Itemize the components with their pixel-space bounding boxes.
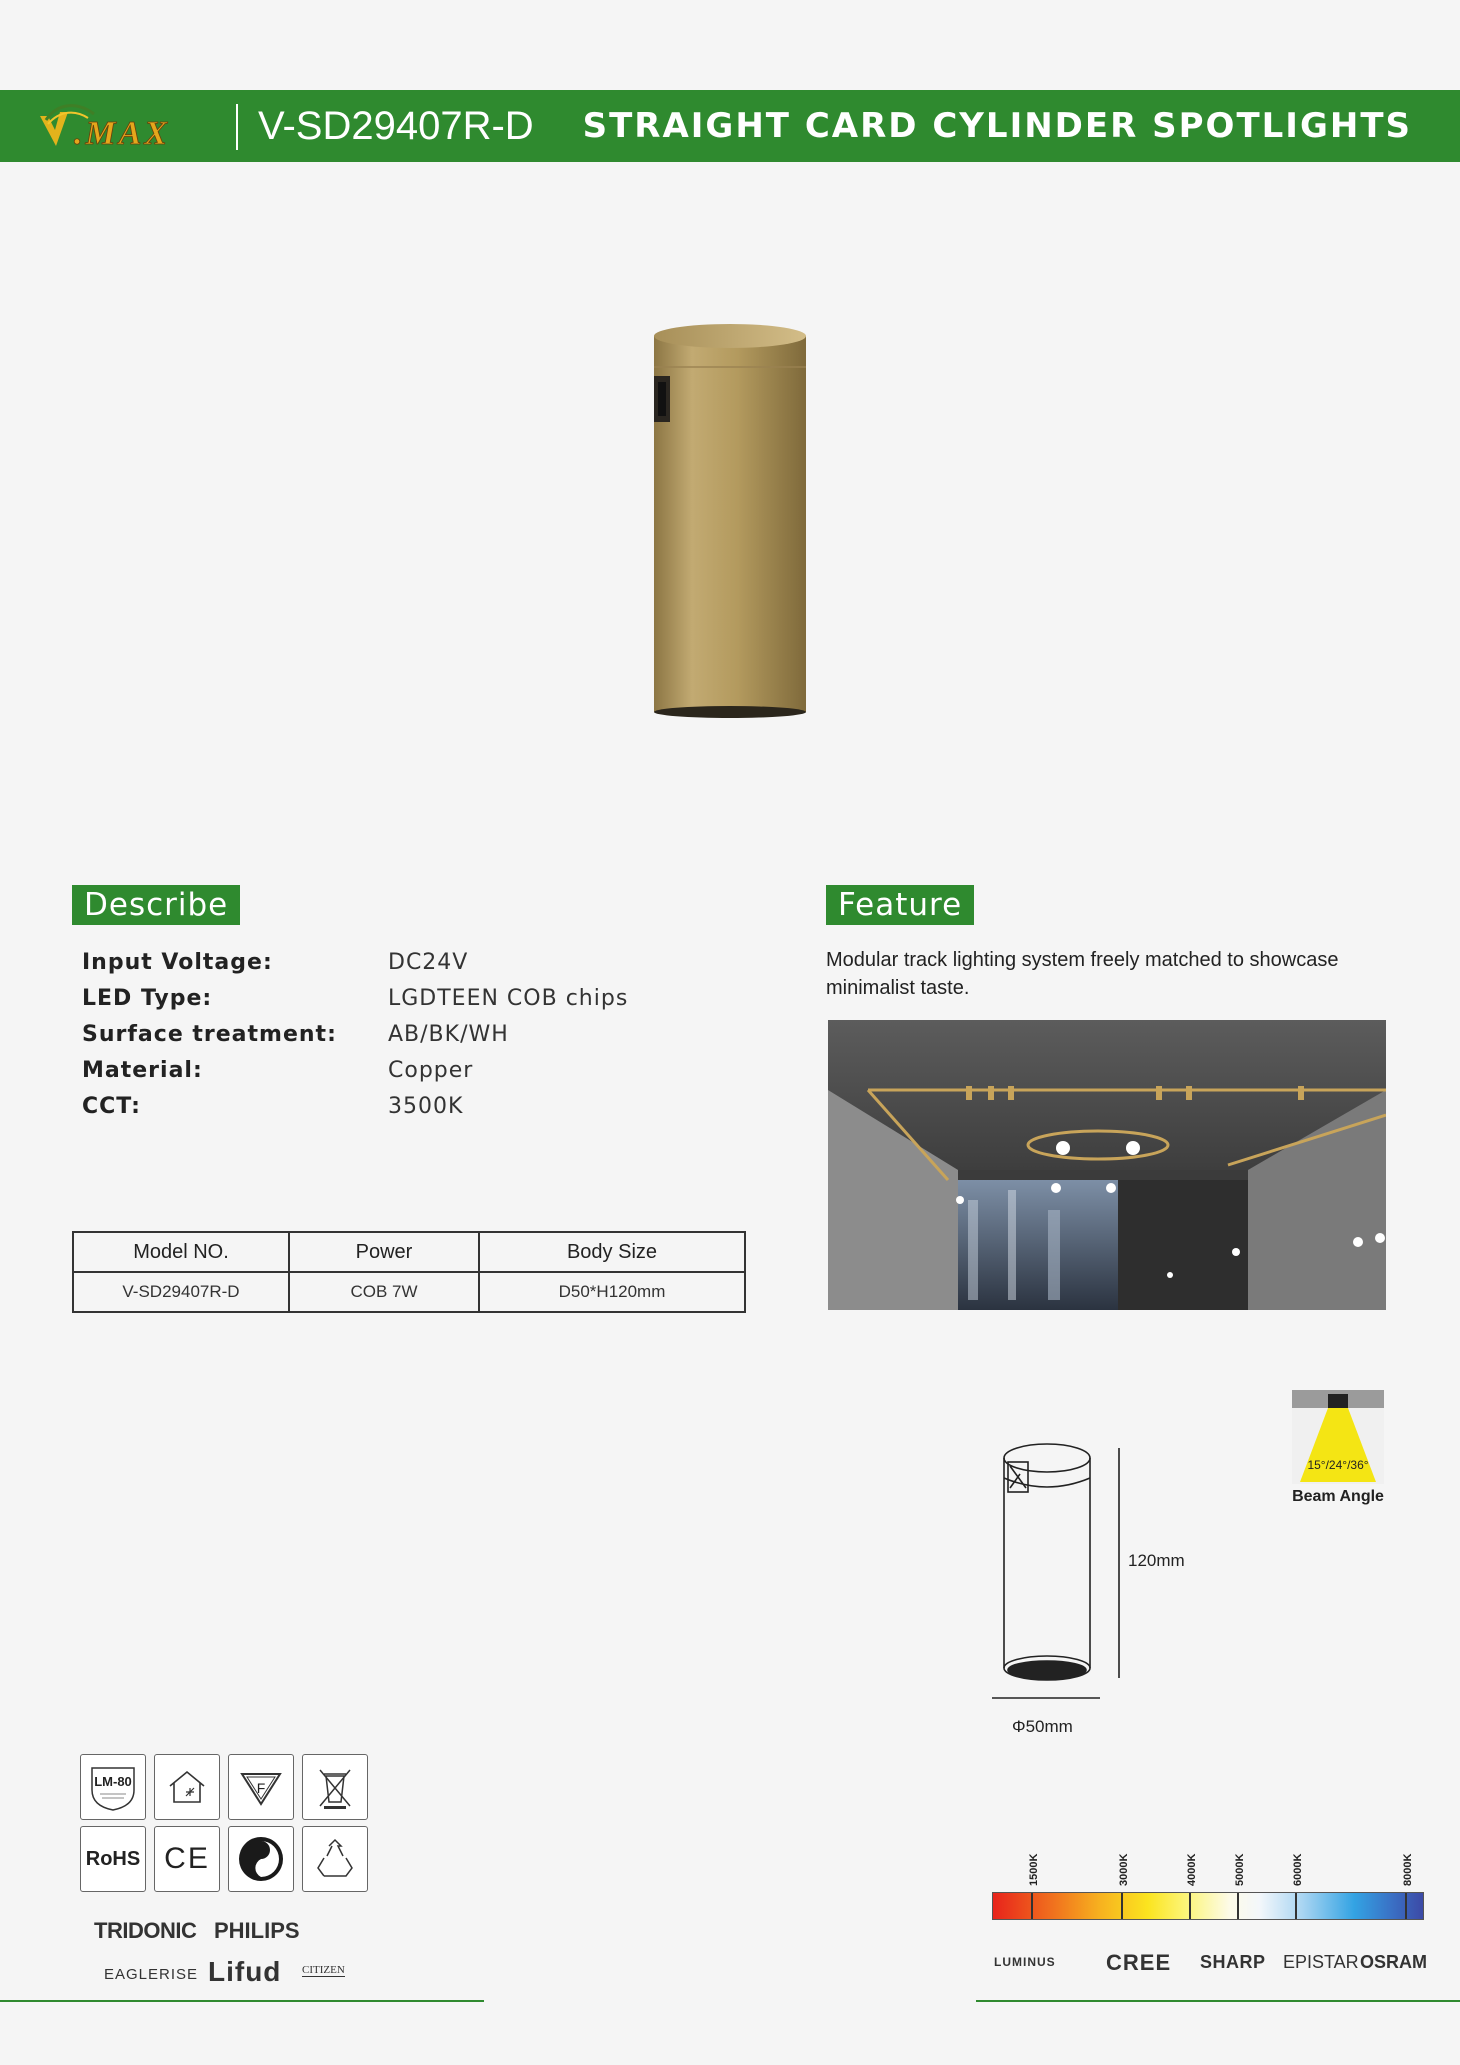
indoor-use-badge [154,1754,220,1820]
spec-label: LED Type: [82,985,213,1011]
rohs-text: RoHS [85,1847,141,1870]
footer-divider-left [0,2000,484,2002]
spec-row [82,1088,682,1124]
spec-row [82,944,682,980]
dimension-diameter-label: Φ50mm [1012,1717,1073,1736]
cct-label: 4000K [1186,1853,1198,1886]
spec-label: Input Voltage: [82,949,273,975]
interior-scene-photo [828,1020,1386,1310]
cct-tick [1031,1893,1033,1919]
product-photo [640,320,820,720]
spec-value: DC24V [388,949,469,975]
f-mark-icon [236,1762,286,1812]
cct-label: 5000K [1234,1853,1246,1886]
table-cell: V-SD29407R-D [73,1272,289,1312]
table-row [73,1272,745,1312]
cree-logo: CREE [1106,1950,1172,1975]
cct-tick [1295,1893,1297,1919]
cct-color-bar [992,1892,1424,1920]
lifud-logo: Lifud [208,1956,282,1987]
dimension-height-label: 120mm [1128,1551,1185,1570]
green-dot-badge [228,1826,294,1892]
cct-tick [1237,1893,1239,1919]
cct-tick [1405,1893,1407,1919]
cct-label: 8000K [1402,1853,1414,1886]
f-mark-badge [228,1754,294,1820]
describe-heading: Describe [72,885,240,925]
osram-logo: OSRAM [1360,1952,1427,1972]
beam-angle-label: Beam Angle [1292,1488,1384,1505]
cct-label: 1500K [1028,1853,1040,1886]
logo-divider [236,104,238,150]
spec-label: Surface treatment: [82,1021,337,1047]
recycle-badge [302,1826,368,1892]
table-cell: COB 7W [289,1272,479,1312]
green-dot-icon [235,1833,287,1885]
lm80-icon [86,1760,140,1814]
certification-grid [80,1754,372,1892]
model-spec-table [72,1231,746,1313]
weee-badge [302,1754,368,1820]
brand-logo [38,98,226,154]
spec-value: LGDTEEN COB chips [388,985,629,1011]
spec-label: Material: [82,1057,203,1083]
table-cell: D50*H120mm [479,1272,745,1312]
spec-row [82,1016,682,1052]
column-header: Power [289,1232,479,1272]
beam-angle-values: 15°/24°/36° [1307,1458,1369,1472]
spec-value: 3500K [388,1093,464,1119]
luminus-logo: LUMINUS [994,1955,1056,1969]
spec-value: AB/BK/WH [388,1021,509,1047]
philips-logo: PHILIPS [214,1918,300,1943]
recycle-icon [310,1834,360,1884]
feature-heading: Feature [826,885,974,925]
lm80-badge [80,1754,146,1820]
weee-bin-icon [310,1762,360,1812]
dimension-drawing [980,1440,1220,1750]
cct-label: 6000K [1292,1853,1304,1886]
rohs-badge [80,1826,146,1892]
model-number-title: V-SD29407R-D [258,104,534,148]
cct-tick [1121,1893,1123,1919]
product-name-title: STRAIGHT CARD CYLINDER SPOTLIGHTS [582,106,1412,146]
spec-row [82,980,682,1016]
indoor-house-icon [162,1762,212,1812]
svg-text:.MAX: .MAX [74,115,171,152]
citizen-logo: CITIZEN [302,1964,345,1976]
eaglerise-logo: EAGLERISE [104,1966,199,1983]
spec-label: CCT: [82,1093,141,1119]
epistar-logo: EPISTAR [1283,1952,1359,1972]
spec-row [82,1052,682,1088]
ce-badge [154,1826,220,1892]
cct-label: 3000K [1118,1853,1130,1886]
spec-value: Copper [388,1057,474,1083]
column-header: Model NO. [73,1232,289,1272]
cct-label-row [990,1840,1430,1890]
footer-divider-right [976,2000,1460,2002]
column-header: Body Size [479,1232,745,1272]
feature-description: Modular track lighting system freely matched to showcase minimalist taste. [826,949,1339,999]
tridonic-logo: TRIDONIC [94,1918,197,1943]
cct-tick [1189,1893,1191,1919]
sharp-logo: SHARP [1200,1952,1266,1972]
lm80-text: LM-80 [94,1774,132,1789]
table-header-row [73,1232,745,1272]
svg-text:F: F [256,1780,266,1796]
ce-text: CE [164,1842,210,1875]
spec-list [82,944,682,1124]
